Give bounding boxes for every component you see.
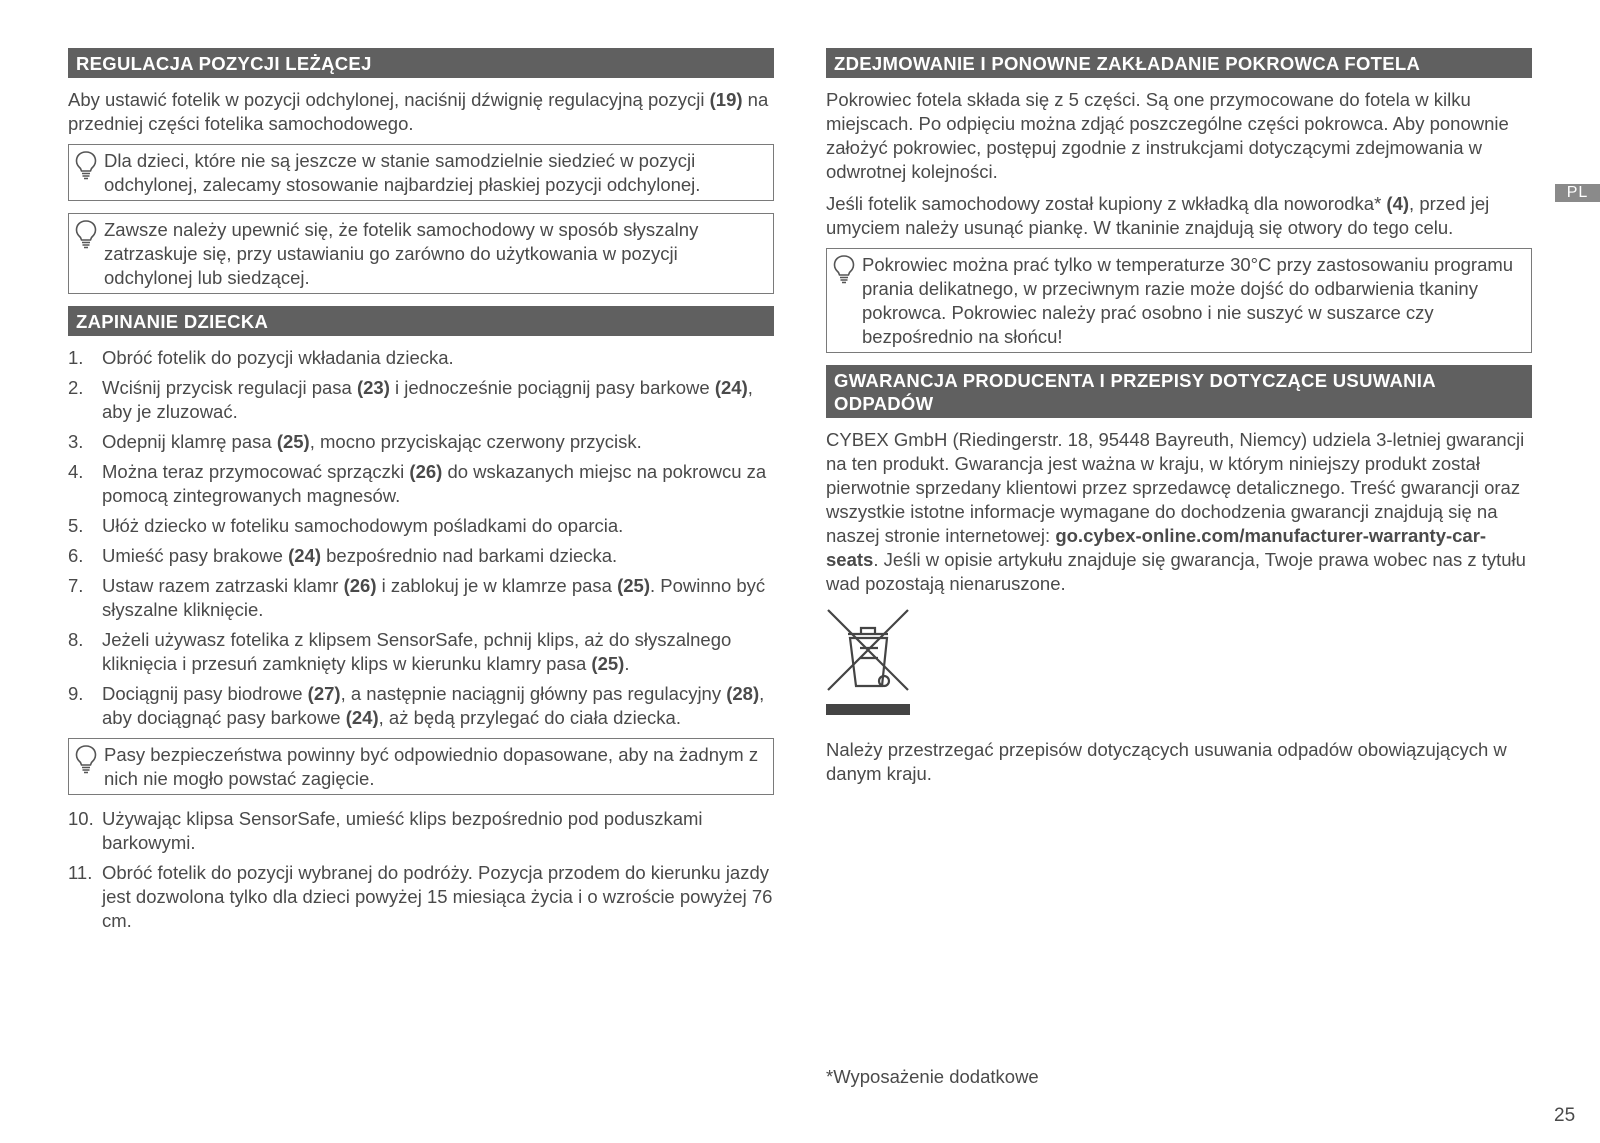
page-number: 25 — [1554, 1105, 1576, 1126]
list-item: 1. Obróć fotelik do pozycji wkładania dziecka. — [68, 347, 454, 368]
disposal-symbol — [826, 608, 1532, 722]
note-text: Pasy bezpieczeństwa powinny być odpowiednio dopasowane, aby na żadnym z nich nie mogło powstać zagięcie. — [104, 744, 759, 789]
list-item: 9. Dociągnij pasy biodrowe (27), a następnie naciągnij główny pas regulacyjny (28), aby dociągnąć pasy barkowe (24), aż będą przylegać do ciała dziecka. — [68, 683, 765, 728]
section-heading-cover: ZDEJMOWANIE I PONOWNE ZAKŁADANIE POKROWCA FOTELA — [826, 48, 1532, 78]
crossed-out-wheelie-bin-icon — [826, 608, 910, 716]
right-column — [826, 48, 1532, 794]
step-number: 9. — [68, 683, 84, 704]
warranty-paragraph: CYBEX GmbH (Riedingerstr. 18, 95448 Bayreuth, Niemcy) udziela 3-letniej gwarancji na ten produkt. Gwarancja jest ważna w kraju, w którym niniejszy produkt został pierwotnie sprzedany klientowi przez sprzedawcę detalicznego. Treść gwarancji oraz wszystkie istotne informacje wymagane do dochodzenia gwarancji znajdują się na naszej stronie internetowej: go.cybex-online.com/manufacturer-warranty-car-seats. Jeśli w opisie artykułu znajduje się gwarancja, Twoje prawa wobec nas z tytułu wad pozostają nienaruszone. — [826, 429, 1526, 594]
step-number: 5. — [68, 515, 84, 536]
left-column — [68, 48, 774, 941]
note-box — [68, 144, 774, 201]
list-item: 4. Można teraz przymocować sprzączki (26) do wskazanych miejsc na pokrowcu za pomocą zintegrowanych magnesów. — [68, 461, 767, 506]
note-text: Pokrowiec można prać tylko w temperaturze 30°C przy zastosowaniu programu prania delikatnego, w przeciwnym razie może dojść do odbarwienia tkaniny pokrowca. Pokrowiec należy prać osobno i nie suszyć w suszarce czy bezpośrednio na słońcu! — [862, 254, 1514, 347]
note-box — [826, 248, 1532, 353]
lightbulb-icon — [74, 219, 98, 249]
note-box — [68, 213, 774, 294]
step-number: 10. — [68, 808, 94, 829]
step-number: 7. — [68, 575, 84, 596]
list-item: 6. Umieść pasy brakowe (24) bezpośrednio nad barkami dziecka. — [68, 545, 618, 566]
cover-paragraph: Jeśli fotelik samochodowy został kupiony z wkładką dla noworodka* (4), przed jej umyciem należy usunąć piankę. W tkaninie znajdują się otwory do tego celu. — [826, 193, 1490, 238]
step-number: 2. — [68, 377, 84, 398]
disposal-text: Należy przestrzegać przepisów dotyczących usuwania odpadów obowiązujących w danym kraju. — [826, 739, 1507, 784]
note-box — [68, 738, 774, 795]
lightbulb-icon — [74, 744, 98, 774]
steps-list — [68, 346, 774, 730]
section-heading-reclining: REGULACJA POZYCJI LEŻĄCEJ — [68, 48, 774, 78]
note-text: Dla dzieci, które nie są jeszcze w stanie samodzielnie siedzieć w pozycji odchylonej, zalecamy stosowanie najbardziej płaskiej pozycji odchylonej. — [104, 150, 701, 195]
section-heading-warranty: GWARANCJA PRODUCENTA I PRZEPISY DOTYCZĄCE USUWANIA ODPADÓW — [826, 365, 1532, 418]
footnote: *Wyposażenie dodatkowe — [826, 1066, 1039, 1087]
cover-paragraph: Pokrowiec fotela składa się z 5 części. Są one przymocowane do fotela w kilku miejscach. Po odpięciu można zdjąć poszczególne części pokrowca. Aby ponownie założyć pokrowiec, postępuj zgodnie z instrukcjami dotyczącymi zdejmowania w odwrotnej kolejności. — [826, 89, 1509, 182]
step-number: 1. — [68, 347, 84, 368]
list-item: 11. Obróć fotelik do pozycji wybranej do podróży. Pozycja przodem do kierunku jazdy jest dozwolona tylko dla dzieci powyżej 15 miesiąca życia i o wzroście powyżej 76 cm. — [68, 862, 773, 931]
list-item: 2. Wciśnij przycisk regulacji pasa (23) i jednocześnie pociągnij pasy barkowe (24), aby je zluzować. — [68, 377, 753, 422]
language-tab: PL — [1555, 184, 1600, 202]
list-item: 5. Ułóż dziecko w foteliku samochodowym pośladkami do oparcia. — [68, 515, 624, 536]
list-item: 3. Odepnij klamrę pasa (25), mocno przyciskając czerwony przycisk. — [68, 431, 642, 452]
step-number: 6. — [68, 545, 84, 566]
step-number: 4. — [68, 461, 84, 482]
reclining-intro: Aby ustawić fotelik w pozycji odchylonej, naciśnij dźwignię regulacyjną pozycji (19) na przedniej części fotelika samochodowego. — [68, 89, 769, 134]
step-number: 3. — [68, 431, 84, 452]
steps-list-continued — [68, 807, 774, 933]
step-number: 8. — [68, 629, 84, 650]
list-item: 8. Jeżeli używasz fotelika z klipsem SensorSafe, pchnij klips, aż do słyszalnego kliknięcia i przesuń zamknięty klips w kierunku klamry pasa (25). — [68, 629, 732, 674]
note-text: Zawsze należy upewnić się, że fotelik samochodowy w sposób słyszalny zatrzaskuje się, przy ustawianiu go zarówno do użytkowania w pozycji odchylonej lub siedzącej. — [104, 219, 699, 288]
step-number: 11. — [68, 862, 93, 883]
warranty-url: go.cybex-online.com/manufacturer-warranty-car-seats — [826, 525, 1487, 570]
list-item: 7. Ustaw razem zatrzaski klamr (26) i zablokuj je w klamrze pasa (25). Powinno być słyszalne kliknięcie. — [68, 575, 766, 620]
section-heading-buckling: ZAPINANIE DZIECKA — [68, 306, 774, 336]
list-item: 10. Używając klipsa SensorSafe, umieść klips bezpośrednio pod poduszkami barkowymi. — [68, 808, 703, 853]
lightbulb-icon — [832, 254, 856, 284]
lightbulb-icon — [74, 150, 98, 180]
